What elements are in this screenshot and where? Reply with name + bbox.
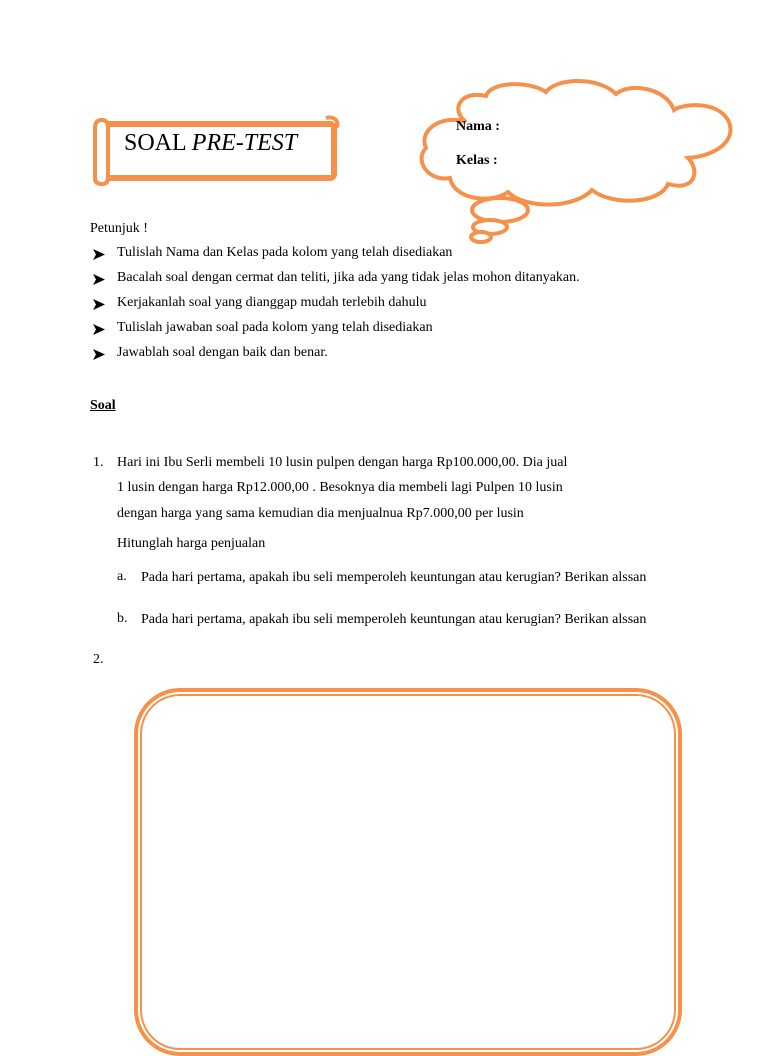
list-item xyxy=(93,270,733,295)
questions-heading: Soal xyxy=(90,398,116,413)
sub-question-b-letter: b. xyxy=(117,611,128,626)
list-item xyxy=(93,345,733,370)
sub-question-a-text: Pada hari pertama, apakah ibu seli memperoleh keuntungan atau kerugian? Berikan alssan xyxy=(141,570,647,585)
question-1-number: 1. xyxy=(93,455,104,470)
page-title xyxy=(124,130,297,157)
arrow-bullet-icon xyxy=(93,345,117,365)
instruction-text: Tulislah jawaban soal pada kolom yang telah disediakan xyxy=(117,320,433,335)
name-class-cloud xyxy=(416,74,746,246)
list-item xyxy=(93,245,733,270)
name-label: Nama : xyxy=(456,119,500,134)
title-prefix: SOAL xyxy=(124,130,186,156)
arrow-bullet-icon xyxy=(93,245,117,265)
instruction-text: Jawablah soal dengan baik dan benar. xyxy=(117,345,328,360)
title-italic: PRE-TEST xyxy=(191,130,298,156)
instruction-text: Tulislah Nama dan Kelas pada kolom yang telah disediakan xyxy=(117,245,453,260)
answer-box[interactable] xyxy=(134,688,682,1056)
arrow-bullet-icon xyxy=(93,270,117,290)
arrow-bullet-icon xyxy=(93,295,117,315)
sub-question-a-letter: a. xyxy=(117,569,127,584)
title-banner xyxy=(92,114,342,188)
class-label: Kelas : xyxy=(456,153,498,168)
instructions-list xyxy=(93,245,733,370)
arrow-bullet-icon xyxy=(93,320,117,340)
instructions-heading: Petunjuk ! xyxy=(90,221,148,236)
question-1-prompt: Hitunglah harga penjualan xyxy=(117,536,266,551)
list-item xyxy=(93,320,733,345)
question-1-line-2: 1 lusin dengan harga Rp12.000,00 . Besoknya dia membeli lagi Pulpen 10 lusin xyxy=(117,480,563,495)
instruction-text: Bacalah soal dengan cermat dan teliti, jika ada yang tidak jelas mohon ditanyakan. xyxy=(117,270,580,285)
list-item xyxy=(93,295,733,320)
sub-question-b-text: Pada hari pertama, apakah ibu seli memperoleh keuntungan atau kerugian? Berikan alssan xyxy=(141,612,647,627)
question-1-line-1: Hari ini Ibu Serli membeli 10 lusin pulpen dengan harga Rp100.000,00. Dia jual xyxy=(117,455,568,470)
instruction-text: Kerjakanlah soal yang dianggap mudah terlebih dahulu xyxy=(117,295,427,310)
question-1-line-3: dengan harga yang sama kemudian dia menjualnua Rp7.000,00 per lusin xyxy=(117,506,524,521)
question-2-number: 2. xyxy=(93,652,104,667)
